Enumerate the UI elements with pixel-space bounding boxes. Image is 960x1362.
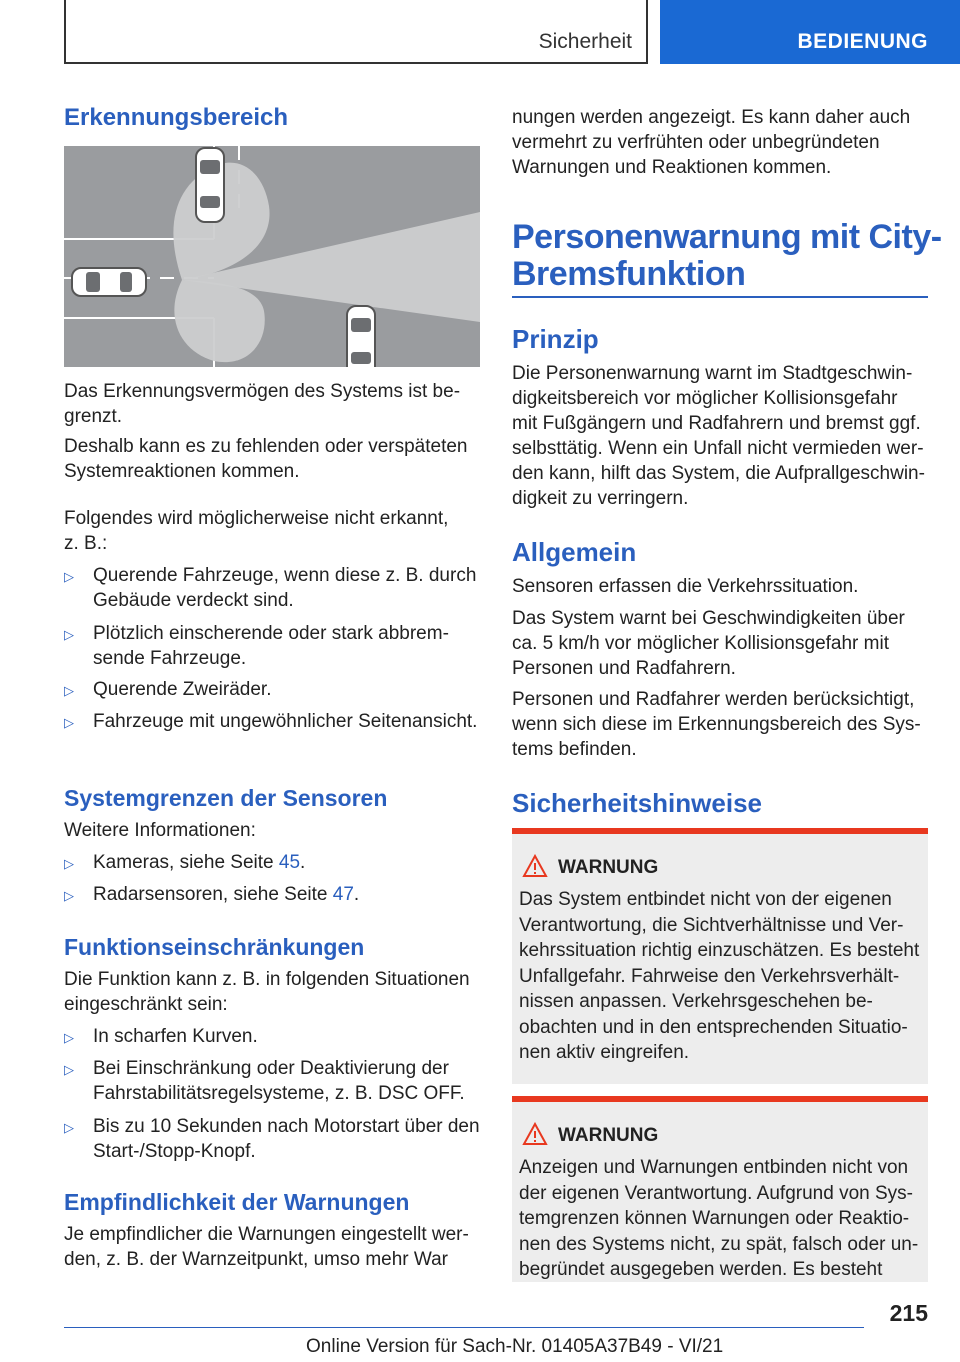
footer-rule <box>64 1327 864 1328</box>
chapter-tab-label: BEDIENUNG <box>797 30 928 53</box>
heading-sicherheitshinweise: Sicherheitshinweise <box>512 788 762 818</box>
triangle-bullet-icon: ▷ <box>64 1120 74 1135</box>
footer-online-version: Online Version für Sach-Nr. 01405A37B49 - VI/21 <box>306 1336 724 1357</box>
warning-text: Das System entbindet nicht von der eigenen Verantwortung, die Sichtverhältnisse und Verkehrssituation richtig einzuschätzen. Es besteht Unfallgefahr. Fahrweise den Verkehrsverhältnissen anpassen. Verkehrsgeschehen beobachten und in den entsprechenden Situationen aktiv eingreifen. <box>519 889 920 1063</box>
page-link-45[interactable]: 45 <box>278 852 301 873</box>
warning-title: WARNUNG <box>558 1125 659 1146</box>
section-tab-label: Sicherheit <box>538 30 632 53</box>
page-link-47[interactable]: 47 <box>332 884 354 905</box>
paragraph-erkennungsvermoegen: Das Erkennungsvermögen des Systems ist begrenzt. <box>64 381 461 427</box>
warning-bar <box>512 1096 928 1102</box>
heading-personenwarnung-line1: Personenwarnung mit City- <box>512 218 942 256</box>
list-item-label: Kameras, siehe Seite <box>93 852 279 873</box>
heading-underline <box>512 296 928 298</box>
triangle-bullet-icon: ▷ <box>64 1062 74 1077</box>
paragraph-nicht-erkannt: Folgendes wird möglicherweise nicht erkannt, z. B.: <box>64 508 449 554</box>
list-item-text: Fahrzeuge mit ungewöhnlicher Seitenansicht. <box>93 711 478 732</box>
list-item-text: Bei Einschränkung oder Deaktivierung der Fahrstabilitätsregelsysteme, z. B. DSC OFF. <box>93 1058 465 1104</box>
paragraph-beruecksichtigt: Personen und Radfahrer werden berücksichtigt, wenn sich diese im Erkennungsbereich des Systems befinden. <box>512 689 921 760</box>
paragraph-continuation: nungen werden angezeigt. Es kann daher auch vermehrt zu verfrühten oder unbegründeten Warnungen und Reaktionen kommen. <box>512 107 911 178</box>
triangle-bullet-icon: ▷ <box>64 856 74 871</box>
page-number: 215 <box>889 1300 928 1326</box>
heading-systemgrenzen: Systemgrenzen der Sensoren <box>64 785 388 811</box>
heading-erkennungsbereich: Erkennungsbereich <box>64 104 289 131</box>
warning-box <box>512 828 928 1084</box>
triangle-bullet-icon: ▷ <box>64 627 74 642</box>
warning-bar <box>512 828 928 834</box>
triangle-bullet-icon: ▷ <box>64 569 74 584</box>
page-header <box>0 0 960 66</box>
list-item-text: Querende Zweiräder. <box>93 679 272 700</box>
paragraph-prinzip: Die Personenwarnung warnt im Stadtgeschwindigkeitsbereich vor möglicher Kollisionsgefahr mit Fußgängern und Radfahrern und bremst ggf. selbsttätig. Wenn ein Unfall nicht vermieden werden kann, hilft das System, die Aufprallgeschwindigkeit zu verringern. <box>512 363 925 509</box>
list-item-text: In scharfen Kurven. <box>93 1026 258 1047</box>
list-item-text: Bis zu 10 Sekunden nach Motorstart über den Start-/Stopp-Knopf. <box>93 1116 480 1162</box>
heading-personenwarnung-line2: Bremsfunktion <box>512 255 746 293</box>
warning-triangle-icon <box>522 854 548 878</box>
list-item-suffix: . <box>300 852 306 873</box>
list-item-label: Radarsensoren, siehe Seite <box>93 884 333 905</box>
section-tab <box>64 0 648 64</box>
paragraph-funktion-eingeschraenkt: Die Funktion kann z. B. in folgenden Situationen eingeschränkt sein: <box>64 969 470 1015</box>
warning-title: WARNUNG <box>558 857 659 878</box>
list-item-text <box>93 882 483 907</box>
heading-prinzip: Prinzip <box>512 324 599 354</box>
list-item-text: Querende Fahrzeuge, wenn diese z. B. durch Gebäude verdeckt sind. <box>93 565 477 611</box>
detection-area-graphic <box>64 146 480 367</box>
triangle-bullet-icon: ▷ <box>64 715 74 730</box>
list-item-text <box>93 850 483 875</box>
detection-area-illustration <box>64 146 480 367</box>
triangle-bullet-icon: ▷ <box>64 888 74 903</box>
heading-allgemein: Allgemein <box>512 537 637 567</box>
paragraph-empfindlichkeit: Je empfindlicher die Warnungen eingestellt werden, z. B. der Warnzeitpunkt, umso mehr War <box>64 1224 469 1270</box>
heading-empfindlichkeit: Empfindlichkeit der Warnungen <box>64 1189 410 1215</box>
paragraph-weitere-informationen: Weitere Informationen: <box>64 820 256 841</box>
warning-triangle-icon <box>522 1122 548 1146</box>
list-item-suffix: . <box>353 884 360 905</box>
paragraph-systemreaktionen: Deshalb kann es zu fehlenden oder verspäteten Systemreaktionen kommen. <box>64 436 468 482</box>
paragraph-sensoren: Sensoren erfassen die Verkehrssituation. <box>512 576 859 597</box>
chapter-tab <box>660 0 960 64</box>
heading-funktionseinschraenkungen: Funktionseinschränkungen <box>64 934 365 960</box>
triangle-bullet-icon: ▷ <box>64 683 74 698</box>
triangle-bullet-icon: ▷ <box>64 1030 74 1045</box>
list-item-text: Plötzlich einscherende oder stark abbremsende Fahrzeuge. <box>93 623 449 669</box>
warning-text: Anzeigen und Warnungen entbinden nicht von der eigenen Verantwortung. Aufgrund von Systemgrenzen können Warnungen oder Reaktionen des Systems nicht, zu spät, falsch oder unbegründet ausgegeben werden. Es besteht <box>519 1157 919 1280</box>
warning-box <box>512 1096 928 1282</box>
paragraph-geschwindigkeit: Das System warnt bei Geschwindigkeiten über ca. 5 km/h vor möglicher Kollisionsgefahr mit Personen und Radfahrern. <box>512 608 905 679</box>
